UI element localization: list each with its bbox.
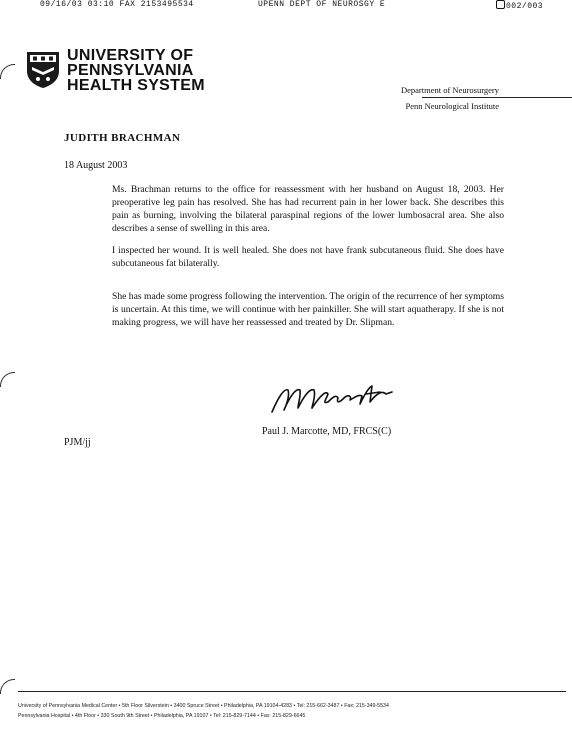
fax-page-number [496,0,543,11]
penn-shield-icon [26,51,60,89]
fax-sender: UPENN DEPT OF NEUROSGY E [258,0,386,9]
footer-address-line-2: Pennsylvania Hospital • 4th Floor • 330 South 9th Street • Philadelphia, PA 19107 • Tel: 215-829-7144 • Fax: 215-829-6645 [18,713,306,719]
typist-initials: PJM/jj [64,437,91,448]
punch-hole-mark [0,679,15,694]
letter-date: 18 August 2003 [64,160,128,171]
university-name-line-3: HEALTH SYSTEM [67,77,205,94]
punch-hole-mark [0,372,15,387]
letter-paragraph: I inspected her wound. It is well healed. She does not have frank subcutaneous fluid. She does have subcutaneous fat bilaterally. [112,245,504,269]
university-name [67,48,205,93]
letter-paragraph: Ms. Brachman returns to the office for reassessment with her husband on August 18, 2003. Her preoperative leg pain has resolved. She has had recurrent pain in her lower back. She describes this pain as burning, involving the bilateral paraspinal regions of the lower lumbosacral area. She also describes a sense of swelling in this area. [112,184,504,234]
department-divider [422,97,572,98]
fax-timestamp: 09/16/03 03:10 FAX 2153495534 [40,0,194,9]
fax-page-text: 002/003 [506,2,544,11]
university-name-line-1: UNIVERSITY OF [67,47,194,64]
handwritten-signature [268,378,404,418]
footer-address-line-1: University of Pennsylvania Medical Center • 5th Floor Silverstein • 3400 Spruce Street • Philadelphia, PA 19104-4283 • Tel: 215-662-3487 • Fax: 215-349-5534 [18,703,389,709]
punch-hole-mark [0,64,15,79]
university-name-line-2: PENNSYLVANIA [67,62,194,79]
footer-divider [18,691,566,692]
letter-paragraph: She has made some progress following the intervention. The origin of the recurrence of her symptoms is uncertain. At this time, we will continue with her painkiller. She will start aquatherapy. If she is not making progress, we will have her reassessed and treated by Dr. Slipman. [112,291,504,328]
department-name: Department of Neurosurgery [400,85,499,95]
fax-page-icon [496,0,505,9]
signer-name: Paul J. Marcotte, MD, FRCS(C) [262,426,392,437]
institute-name: Penn Neurological Institute [405,101,499,111]
patient-name: JUDITH BRACHMAN [64,132,181,144]
